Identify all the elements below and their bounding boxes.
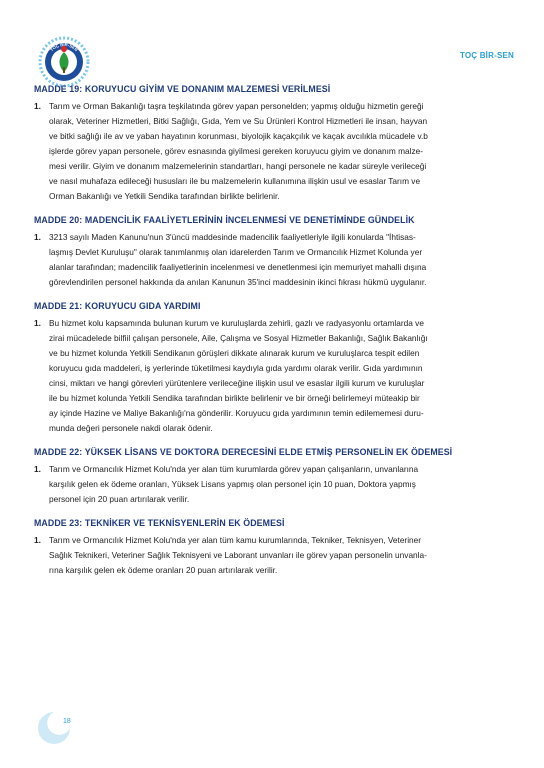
article-section — [34, 301, 514, 436]
article-item — [34, 316, 514, 436]
article-title: MADDE 21: KORUYUCU GIDA YARDIMI — [34, 301, 201, 311]
item-number: 1. — [34, 101, 41, 111]
text-line: laşmış Devlet Kuruluşu" olarak tanımlanmış olan idarelerden Tarım ve Ormancılık Hizmet Kolunda yer — [49, 247, 423, 257]
article-item — [34, 462, 514, 507]
text-line: olarak, Veteriner Hizmetleri, Bitki Sağlığı, Gıda, Yem ve Su Ürünleri Kontrol Hizmetleri ile insan, hayvan — [49, 116, 428, 126]
item-number: 1. — [34, 464, 41, 474]
document-body — [34, 84, 514, 578]
text-line: Tarım ve Ormancılık Hizmet Kolu'nda yer alan tüm kurumlarda görev yapan çalışanların, unvanlarına — [49, 464, 419, 474]
text-line: Orman Bakanlığı ve Yetkili Sendika tarafından birlikte belirlenir. — [49, 191, 280, 201]
text-line: rına karşılık gelen ek ödeme oranları 20 puan artırılarak verilir. — [49, 565, 278, 575]
item-number: 1. — [34, 232, 41, 242]
item-text — [49, 99, 514, 204]
item-text — [49, 533, 514, 578]
text-line: 3213 sayılı Maden Kanunu'nun 3'üncü maddesinde madencilik faaliyetleriyle ilgili konularda "İhtisas- — [49, 232, 416, 242]
section-gap — [34, 507, 514, 518]
item-text — [49, 230, 514, 290]
logo-text: TOÇ BİR-SEN — [49, 41, 79, 53]
article-item — [34, 533, 514, 578]
item-number: 1. — [34, 535, 41, 545]
item-text — [49, 316, 514, 436]
item-number: 1. — [34, 318, 41, 328]
section-gap — [34, 204, 514, 215]
page-number: 18 — [63, 718, 71, 725]
section-gap — [34, 290, 514, 301]
text-line: ve nasıl muhafaza edileceği hususları ile bu malzemelerin kullanımına ilişkin usul ve esaslar Tarım ve — [49, 176, 421, 186]
text-line: zirai mücadelede bilfiil çalışan personele, Aile, Çalışma ve Sosyal Hizmetler Bakanlığı, Sağlık Bakanlığı — [49, 333, 428, 343]
text-line: Tarım ve Orman Bakanlığı taşra teşkilatında görev yapan personelden; yapmış olduğu hizmetin gereği — [49, 101, 424, 111]
union-logo — [36, 34, 92, 90]
text-line: Bu hizmet kolu kapsamında bulunan kurum ve kuruluşlarda zehirli, gazlı ve radyasyonlu ortamlarda ve — [49, 318, 424, 328]
text-line: alanlar tarafından; madencilik faaliyetlerinin incelenmesi ve denetlenmesi için memuriyet mahalli dışına — [49, 262, 427, 272]
item-text — [49, 462, 514, 507]
text-line: görevlendirilen personel hakkında da anılan Kanunun 35'inci maddesinin ikinci fıkrası hükmü uygulanır. — [49, 277, 427, 287]
text-line: işlerde görev yapan personele, görev esnasında giyilmesi gereken koruyucu giyim ve donanım malze- — [49, 146, 424, 156]
text-line: munda değeri personele nakdi olarak ödenir. — [49, 423, 213, 433]
article-section — [34, 84, 514, 204]
text-line: mesi verilir. Giyim ve donanım malzemelerinin standartları, hangi personele ne kadar süreyle verileceği — [49, 161, 427, 171]
text-line: ve bitki sağlığı ile av ve yaban hayatının korunması, biyolojik kaçakçılık ve kaçak avcılıkla mücadele v.b — [49, 131, 428, 141]
crescent-decoration-icon — [34, 708, 74, 748]
article-title: MADDE 22: YÜKSEK LİSANS VE DOKTORA DERECESİNİ ELDE ETMİŞ PERSONELİN EK ÖDEMESİ — [34, 447, 453, 457]
text-line: ay içinde Hazine ve Maliye Bakanlığı'na gönderilir. Koruyucu gıda yardımının temin edilememesi duru- — [49, 408, 424, 418]
text-line: Sağlık Teknikeri, Veteriner Sağlık Teknisyeni ve Laborant unvanları ile görev yapan personelin unvanla- — [49, 550, 427, 560]
section-gap — [34, 436, 514, 447]
article-section — [34, 518, 514, 578]
text-line: ile bu hizmet kolunda Yetkili Sendika tarafından birlikte belirlenir ve bir örneği belirlemeyi müteakip bir — [49, 393, 420, 403]
article-title: MADDE 20: MADENCİLİK FAALİYETLERİNİN İNCELENMESİ VE DENETİMİNDE GÜNDELİK — [34, 215, 415, 225]
text-line: karşılık gelen ek ödeme oranları, Yüksek Lisans yapmış olan personel için 10 puan, Doktora yapmış — [49, 479, 416, 489]
text-line: ve bu hizmet kolunda Yetkili Sendikanın görüşleri dikkate alınarak kurum ve kuruluşlarca tespit edilen — [49, 348, 420, 358]
header-org-name: TOÇ BİR-SEN — [459, 51, 514, 60]
article-item — [34, 230, 514, 290]
article-title: MADDE 19: KORUYUCU GİYİM VE DONANIM MALZEMESİ VERİLMESİ — [34, 84, 331, 94]
article-item — [34, 99, 514, 204]
text-line: cinsi, miktarı ve hangi görevleri yürütenlere verileceğine ilişkin usul ve esaslar ilgili kurum ve kuruluşlar — [49, 378, 425, 388]
text-line: Tarım ve Ormancılık Hizmet Kolu'nda yer alan tüm kamu kurumlarında, Tekniker, Teknisyen, Veteriner — [49, 535, 422, 545]
article-section — [34, 447, 514, 507]
text-line: personel için 20 puan artırılarak verilir. — [49, 494, 190, 504]
text-line: koruyucu gıda maddeleri, iş yerlerinde tüketilmesi kaydıyla gıda yardımı olarak verilir. Gıda yardımının — [49, 363, 423, 373]
article-section — [34, 215, 514, 290]
article-title: MADDE 23: TEKNİKER VE TEKNİSYENLERİN EK ÖDEMESİ — [34, 518, 285, 528]
